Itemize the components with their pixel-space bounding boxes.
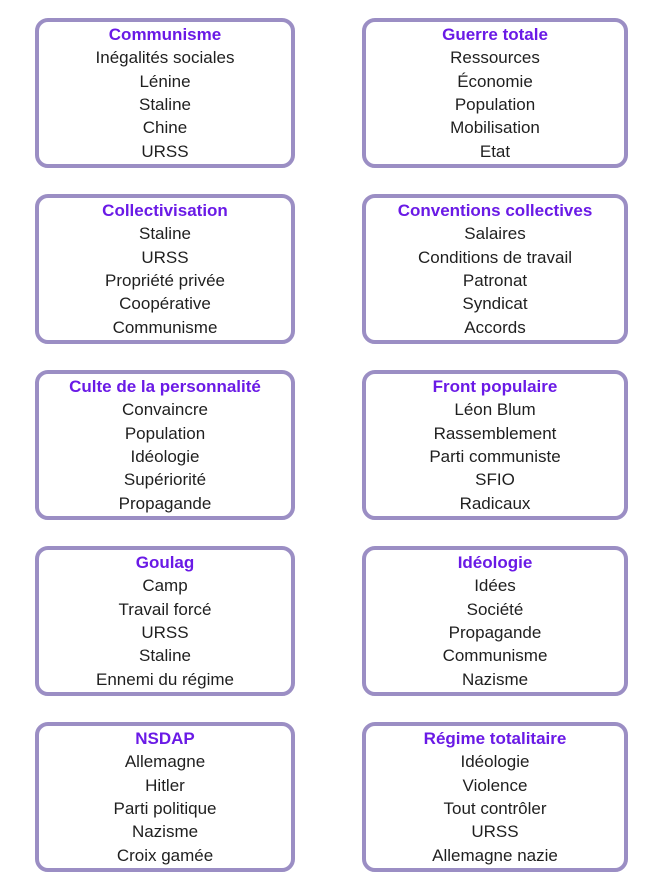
- card-item: Patronat: [462, 271, 528, 290]
- card-item: Syndicat: [462, 294, 528, 314]
- card-item: Léon Blum: [454, 400, 536, 420]
- flashcard-guerre-totale: [362, 18, 628, 168]
- card-item: Accords: [464, 317, 526, 337]
- card-item: URSS: [141, 247, 189, 267]
- card-item: Économie: [457, 71, 533, 91]
- flashcard-conventions-collectives: [362, 194, 628, 344]
- card-item: Conditions de travail: [417, 247, 573, 267]
- card-item: Radicaux: [459, 493, 531, 513]
- card-item: Parti politique: [113, 799, 217, 818]
- card-item: Camp: [142, 576, 188, 596]
- card-item: Propriété privée: [104, 271, 225, 290]
- card-title: NSDAP: [135, 728, 195, 748]
- card-item: Population: [454, 95, 536, 114]
- card-title: Conventions collectives: [397, 200, 593, 220]
- card-item: Parti communiste: [429, 447, 561, 466]
- flashcard-ideologie: [362, 546, 628, 696]
- card-item: Staline: [139, 224, 191, 244]
- card-item: Hitler: [145, 775, 185, 795]
- card-item: Allemagne: [124, 752, 206, 772]
- card-item: URSS: [141, 141, 189, 161]
- card-item: URSS: [141, 623, 189, 642]
- card-title: Communisme: [108, 24, 222, 44]
- card-title: Idéologie: [457, 552, 533, 572]
- card-item: Communisme: [442, 646, 548, 666]
- flashcard-nsdap: [35, 722, 295, 872]
- card-title: Régime totalitaire: [423, 728, 567, 748]
- card-item: Salaires: [464, 224, 526, 244]
- card-item: URSS: [471, 822, 519, 842]
- card-item: Supériorité: [123, 470, 207, 490]
- card-item: Tout contrôler: [443, 799, 547, 818]
- card-item: Staline: [139, 646, 191, 666]
- flashcard-goulag: [35, 546, 295, 696]
- card-item: Croix gamée: [116, 845, 214, 865]
- card-item: Nazisme: [131, 822, 199, 842]
- card-item: Nazisme: [461, 669, 529, 689]
- card-item: Mobilisation: [450, 118, 540, 138]
- card-item: Violence: [462, 775, 528, 795]
- card-item: Idées: [474, 576, 516, 596]
- card-title: Culte de la personnalité: [69, 376, 261, 396]
- flashcard-communisme: [35, 18, 295, 168]
- card-item: Communisme: [112, 317, 218, 337]
- card-item: Allemagne nazie: [432, 845, 558, 865]
- card-item: Chine: [142, 118, 188, 138]
- card-title: Guerre totale: [442, 24, 548, 44]
- flashcard-front-populaire: [362, 370, 628, 520]
- card-item: Travail forcé: [118, 599, 212, 619]
- card-item: Etat: [479, 141, 511, 161]
- flashcard-regime-totalitaire: [362, 722, 628, 872]
- card-item: Lénine: [139, 71, 191, 91]
- card-title: Collectivisation: [102, 200, 228, 220]
- card-item: Idéologie: [460, 752, 530, 772]
- card-item: Rassemblement: [433, 423, 557, 443]
- card-item: Coopérative: [119, 294, 211, 314]
- card-item: Propagande: [118, 493, 212, 513]
- card-item: Convaincre: [122, 400, 208, 420]
- card-title: Goulag: [135, 552, 195, 572]
- flashcard-culte-de-la-personnalite: [35, 370, 295, 520]
- card-title: Front populaire: [432, 376, 558, 396]
- card-item: Idéologie: [130, 447, 200, 466]
- card-item: Société: [466, 599, 524, 619]
- card-item: SFIO: [475, 470, 515, 490]
- card-item: Staline: [139, 95, 191, 114]
- card-item: Population: [124, 423, 206, 443]
- card-item: Propagande: [448, 623, 542, 642]
- card-item: Ressources: [450, 48, 540, 68]
- card-item: Inégalités sociales: [95, 48, 235, 68]
- flashcard-collectivisation: [35, 194, 295, 344]
- card-item: Ennemi du régime: [96, 669, 234, 689]
